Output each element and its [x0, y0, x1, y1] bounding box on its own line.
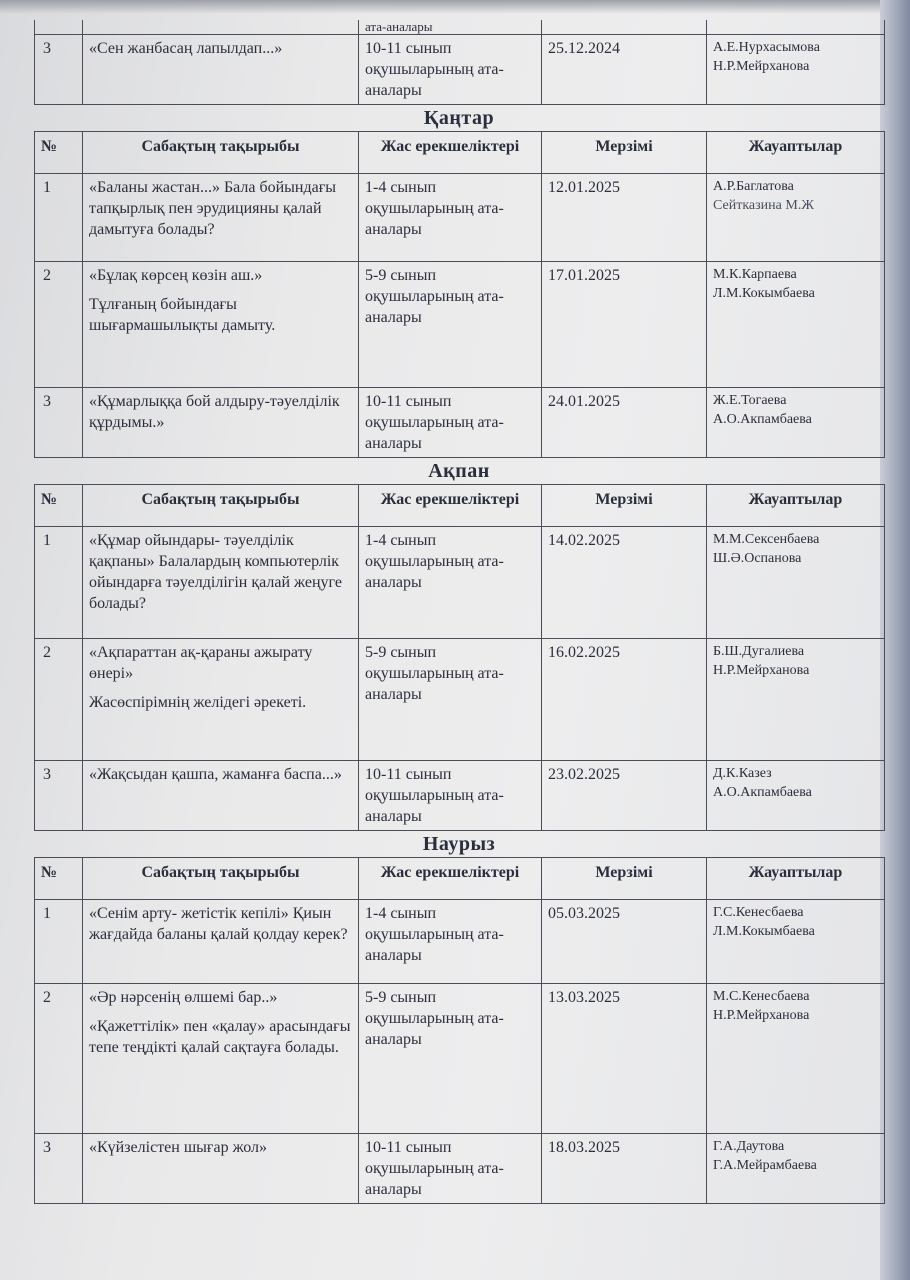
row-number: 1 — [35, 527, 83, 639]
row-responsible — [707, 900, 885, 984]
row-responsible — [707, 639, 885, 761]
row-topic — [83, 174, 359, 262]
row-number: 2 — [35, 639, 83, 761]
topic-title: «Жақсыдан қашпа, жаманға баспа...» — [89, 766, 342, 783]
row-date: 05.03.2025 — [542, 900, 707, 984]
row-date: 14.02.2025 — [542, 527, 707, 639]
topic-title: «Құмарлыққа бой алдыру-тәуелділік құрдымы.» — [89, 393, 340, 431]
topic-subtitle: «Қажеттілік» пен «қалау» арасындағы тепе теңдікті қалай сақтауға болады. — [89, 1018, 351, 1056]
table-row — [35, 262, 885, 388]
responsible-person: М.М.Сексенбаева — [713, 532, 820, 547]
row-number: 3 — [35, 761, 83, 831]
topic-title: «Күйзелістен шығар жол» — [89, 1139, 268, 1156]
previous-month-table — [34, 20, 885, 105]
table-row — [35, 984, 885, 1134]
table-header-row — [35, 485, 885, 527]
row-age: 5-9 сынып оқушыларының ата-аналары — [359, 262, 542, 388]
table-row — [35, 639, 885, 761]
row-topic — [83, 388, 359, 458]
table-row — [35, 388, 885, 458]
responsible-person: М.С.Кенесбаева — [713, 989, 810, 1004]
row-responsible — [707, 1134, 885, 1204]
topic-subtitle: Жасөспірімнің желідегі әрекеті. — [89, 694, 307, 711]
responsible-person: Н.Р.Мейрханова — [713, 59, 810, 74]
row-topic — [83, 761, 359, 831]
row-age: 5-9 сынып оқушыларының ата-аналары — [359, 639, 542, 761]
row-date: 16.02.2025 — [542, 639, 707, 761]
row-number: 2 — [35, 984, 83, 1134]
header-age: Жас ерекшеліктері — [359, 858, 542, 900]
row-age: 1-4 сынып оқушыларының ата-аналары — [359, 527, 542, 639]
table-row — [35, 900, 885, 984]
header-responsible: Жауаптылар — [707, 132, 885, 174]
row-age: 1-4 сынып оқушыларының ата-аналары — [359, 174, 542, 262]
header-num: № — [35, 132, 83, 174]
topic-title: «Бұлақ көрсең көзін аш.» — [89, 267, 263, 284]
responsible-person: Г.С.Кенесбаева — [713, 905, 804, 920]
table-row — [35, 35, 885, 105]
row-topic — [83, 1134, 359, 1204]
row-date: 25.12.2024 — [542, 35, 707, 105]
row-responsible — [707, 262, 885, 388]
row-responsible — [707, 527, 885, 639]
header-date: Мерзімі — [542, 132, 707, 174]
row-responsible — [707, 35, 885, 105]
table-row — [35, 1134, 885, 1204]
row-topic — [83, 527, 359, 639]
row-topic — [83, 900, 359, 984]
schedule-sheet — [34, 20, 884, 1204]
page-shadow — [0, 0, 910, 14]
header-topic: Сабақтың тақырыбы — [83, 485, 359, 527]
header-date: Мерзімі — [542, 858, 707, 900]
table-row — [35, 527, 885, 639]
row-topic — [83, 639, 359, 761]
header-topic: Сабақтың тақырыбы — [83, 858, 359, 900]
row-age: 10-11 сынып оқушыларының ата-аналары — [359, 35, 542, 105]
responsible-person: Н.Р.Мейрханова — [713, 1008, 810, 1023]
row-date: 23.02.2025 — [542, 761, 707, 831]
row-date: 17.01.2025 — [542, 262, 707, 388]
header-num: № — [35, 858, 83, 900]
row-age: 5-9 сынып оқушыларының ата-аналары — [359, 984, 542, 1134]
topic-title: «Баланы жастан...» Бала бойындағы тапқырлық пен эрудицияны қалай дамытуға болады? — [89, 179, 337, 238]
table-header-row — [35, 858, 885, 900]
row-age: 10-11 сынып оқушыларының ата-аналары — [359, 761, 542, 831]
header-responsible: Жауаптылар — [707, 485, 885, 527]
month-title-march: Наурыз — [422, 833, 496, 855]
responsible-person: А.Е.Нурхасымова — [713, 40, 820, 55]
responsible-person: Ж.Е.Тогаева — [713, 393, 787, 408]
january-table — [34, 131, 885, 458]
row-topic: «Сен жанбасаң лапылдап...» — [83, 35, 359, 105]
header-age: Жас ерекшеліктері — [359, 132, 542, 174]
march-table — [34, 857, 885, 1204]
responsible-person: М.К.Карпаева — [713, 267, 797, 282]
responsible-person: А.О.Акпамбаева — [713, 412, 812, 427]
row-number: 3 — [35, 388, 83, 458]
responsible-person: Н.Р.Мейрханова — [713, 663, 810, 678]
topic-title: «Ақпараттан ақ-қараны ажырату өнері» — [89, 644, 313, 682]
month-title-january: Қаңтар — [423, 107, 495, 129]
row-responsible — [707, 984, 885, 1134]
row-number: 1 — [35, 900, 83, 984]
month-title-february: Ақпан — [428, 460, 490, 482]
row-topic — [83, 984, 359, 1134]
topic-title: «Әр нәрсенің өлшемі бар..» — [89, 989, 278, 1006]
table-row — [35, 761, 885, 831]
row-date: 24.01.2025 — [542, 388, 707, 458]
responsible-person: Г.А.Мейрамбаева — [713, 1158, 817, 1173]
responsible-person: Сейтказина М.Ж — [713, 198, 814, 213]
february-table — [34, 484, 885, 831]
row-number: 3 — [35, 1134, 83, 1204]
header-topic: Сабақтың тақырыбы — [83, 132, 359, 174]
row-date: 18.03.2025 — [542, 1134, 707, 1204]
responsible-person: Ш.Ә.Оспанова — [713, 551, 802, 566]
responsible-person: Л.М.Кокымбаева — [713, 924, 815, 939]
row-responsible — [707, 761, 885, 831]
cut-row — [35, 20, 885, 35]
responsible-person: А.Р.Баглатова — [713, 179, 794, 194]
row-date: 12.01.2025 — [542, 174, 707, 262]
responsible-person: Д.К.Казез — [713, 766, 772, 781]
row-age: 10-11 сынып оқушыларының ата-аналары — [359, 1134, 542, 1204]
responsible-person: А.О.Акпамбаева — [713, 785, 812, 800]
row-number: 3 — [35, 35, 83, 105]
topic-title: «Құмар ойындары- тәуелділік қақпаны» Балалардың компьютерлік ойындарға тәуелділігін қалай жеңуге болады? — [89, 532, 342, 612]
row-responsible — [707, 388, 885, 458]
topic-title: «Сенім арту- жетістік кепілі» Қиын жағдайда баланы қалай қолдау керек? — [89, 905, 348, 943]
row-date: 13.03.2025 — [542, 984, 707, 1134]
responsible-person: Б.Ш.Дугалиева — [713, 644, 805, 659]
responsible-person: Г.А.Даутова — [713, 1139, 785, 1154]
row-age: 1-4 сынып оқушыларының ата-аналары — [359, 900, 542, 984]
table-header-row — [35, 132, 885, 174]
row-age: 10-11 сынып оқушыларының ата-аналары — [359, 388, 542, 458]
cut-age-text: ата-аналары — [359, 20, 542, 35]
row-responsible — [707, 174, 885, 262]
row-number: 1 — [35, 174, 83, 262]
responsible-person: Л.М.Кокымбаева — [713, 286, 815, 301]
header-age: Жас ерекшеліктері — [359, 485, 542, 527]
header-responsible: Жауаптылар — [707, 858, 885, 900]
topic-subtitle: Тұлғаның бойындағы шығармашылықты дамыту. — [89, 296, 276, 334]
header-num: № — [35, 485, 83, 527]
row-topic — [83, 262, 359, 388]
header-date: Мерзімі — [542, 485, 707, 527]
row-number: 2 — [35, 262, 83, 388]
table-row — [35, 174, 885, 262]
